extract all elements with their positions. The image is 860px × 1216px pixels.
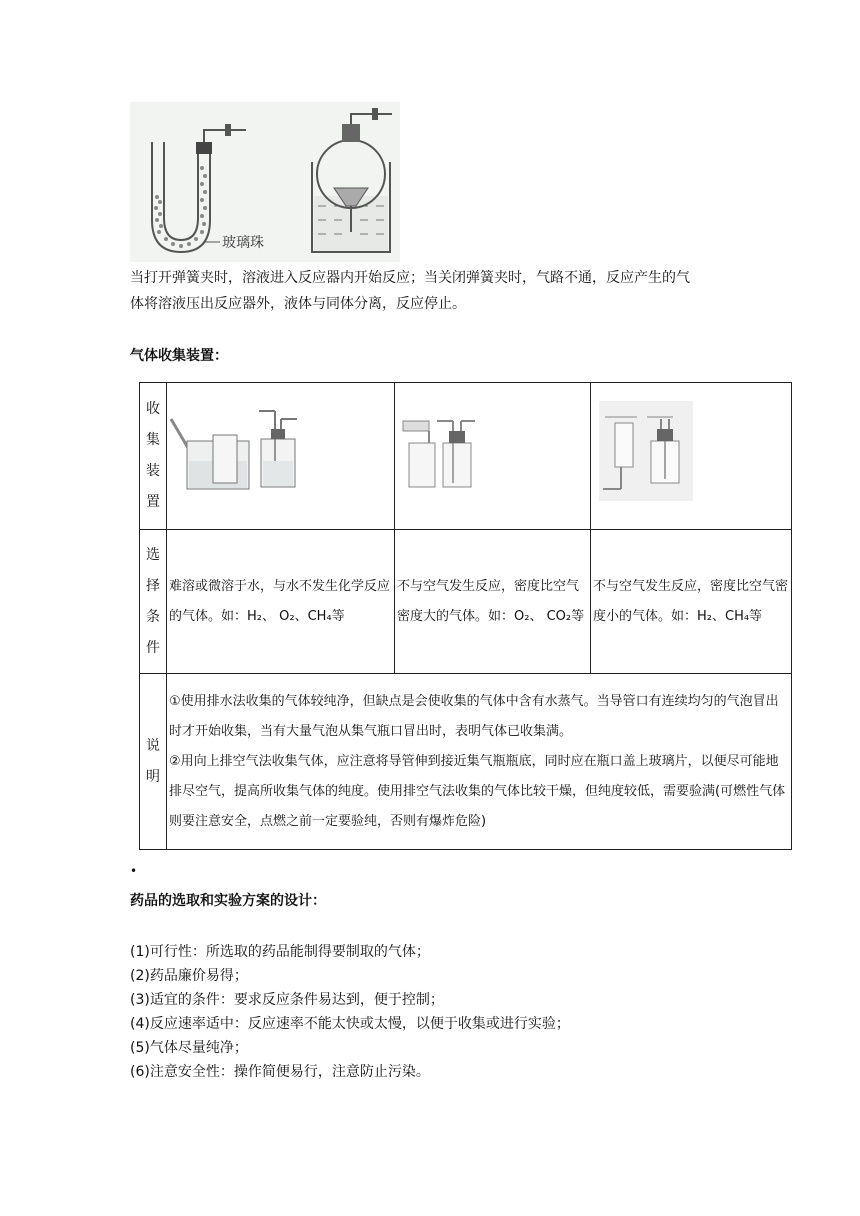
row-header-conditions: 选 择 条 件 [140, 530, 167, 674]
design-list [130, 940, 570, 1084]
row-header-notes: 说 明 [140, 674, 167, 850]
collect-heading: 气体收集装置： [130, 348, 228, 364]
water-collection-figure [167, 383, 395, 530]
condition-upward-air: 不与空气发生反应，密度比空气密度大的气体。如：O₂、 CO₂等 [395, 530, 591, 674]
table-row [140, 674, 792, 850]
design-heading: 药品的选取和实验方案的设计： [130, 893, 326, 909]
table-row [140, 530, 792, 674]
apparatus-figure [130, 102, 400, 262]
condition-water-displacement: 难溶或微溶于水，与水不发生化学反应的气体。如：H₂、 O₂、CH₄等 [167, 530, 395, 674]
list-item: (3)适宜的条件：要求反应条件易达到，便于控制； [130, 992, 444, 1008]
note-1: ①使用排水法收集的气体较纯净，但缺点是会使收集的气体中含有水蒸气。当导管口有连续均匀的气泡冒出时才开始收集，当有大量气泡从集气瓶口冒出时，表明气体已收集满。 [169, 693, 779, 739]
collection-table [139, 382, 792, 850]
list-item: (2)药品廉价易得； [130, 968, 248, 984]
intro-line-1: 当打开弹簧夹时，溶液进入反应器内开始反应；当关闭弹簧夹时，气路不通，反应产生的气 [130, 270, 690, 286]
upward-air-collection-figure [395, 383, 591, 530]
intro-line-2: 体将溶液压出反应器外，液体与同体分离，反应停止。 [130, 296, 466, 312]
glass-beads-label: 玻璃珠 [222, 235, 264, 251]
list-item: (1)可行性：所选取的药品能制得要制取的气体； [130, 944, 430, 960]
list-item: (4)反应速率适中：反应速率不能太快或太慢，以便于收集或进行实验； [130, 1016, 570, 1032]
notes-cell [167, 674, 792, 850]
list-item: (5)气体尽量纯净； [130, 1040, 248, 1056]
note-2: ②用向上排空气法收集气体，应注意将导管伸到接近集气瓶瓶底，同时应在瓶口盖上玻璃片，以便尽可能地排尽空气，提高所收集气体的纯度。使用排空气法收集的气体比较干燥，但纯度较低，需要验满(可燃性气体则要注意安全，点燃之前一定要验纯，否则有爆炸危险) [169, 753, 786, 829]
bullet: • [130, 864, 138, 878]
table-row [140, 383, 792, 530]
downward-air-collection-figure [591, 383, 792, 530]
condition-downward-air: 不与空气发生反应，密度比空气密度小的气体。如：H₂、CH₄等 [591, 530, 792, 674]
list-item: (6)注意安全性：操作简便易行，注意防止污染。 [130, 1064, 430, 1080]
row-header-apparatus: 收 集 装 置 [140, 383, 167, 530]
